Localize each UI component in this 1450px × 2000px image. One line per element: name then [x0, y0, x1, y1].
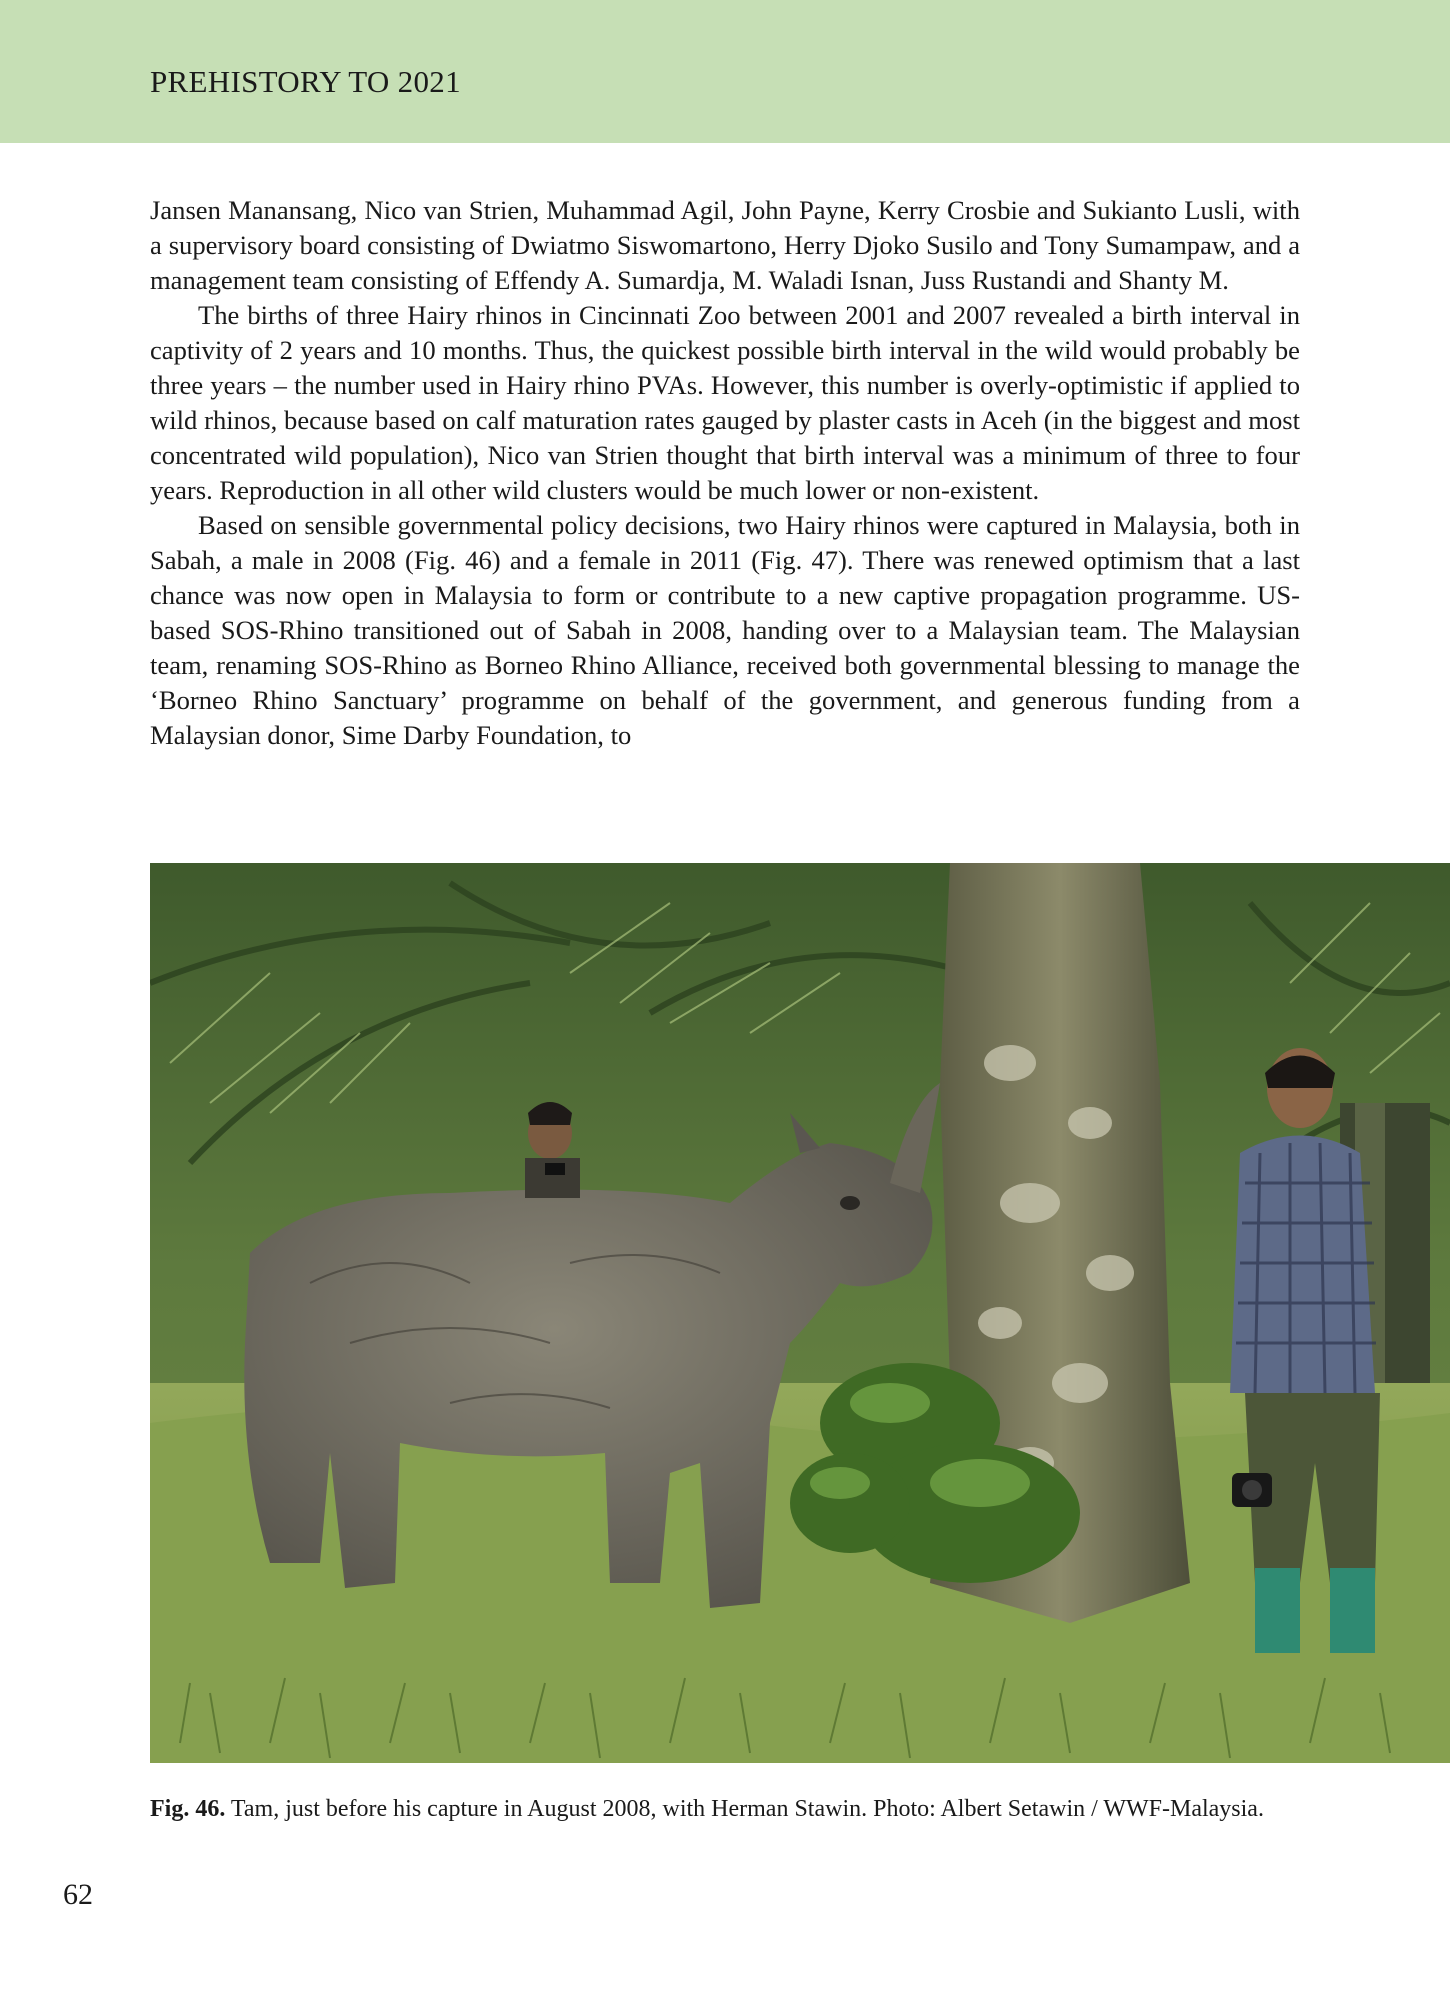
rhino-photo-illustration [150, 863, 1450, 1763]
rhino-photo [150, 863, 1450, 1763]
body-text [150, 193, 1300, 753]
paragraph-3: Based on sensible governmental policy decisions, two Hairy rhinos were captured in Malaysia, both in Sabah, a male in 2008 (Fig. 46) and a female in 2011 (Fig. 47). There was renewed optimism that a last chance was now open in Malaysia to form or contribute to a new captive propagation programme. US-based SOS-Rhino transitioned out of Sabah in 2008, handing over to a Malaysian team. The Malaysian team, renaming SOS-Rhino as Borneo Rhino Alliance, received both governmental blessing to manage the ‘Borneo Rhino Sanctuary’ programme on behalf of the government, and generous funding from a Malaysian donor, Sime Darby Foundation, to [150, 510, 1300, 750]
figure-caption-text: Tam, just before his capture in August 2008, with Herman Stawin. Photo: Albert Setawin / WWF-Malaysia. [230, 1796, 1264, 1822]
figure-label: Fig. 46. [150, 1796, 226, 1822]
running-title: PREHISTORY TO 2021 [150, 64, 461, 99]
page-number: 62 [63, 1878, 93, 1911]
paragraph-1: Jansen Manansang, Nico van Strien, Muhammad Agil, John Payne, Kerry Crosbie and Sukianto Lusli, with a supervisory board consisting of Dwiatmo Siswomartono, Herry Djoko Susilo and Tony Sumampaw, and a management team consisting of Effendy A. Sumardja, M. Waladi Isnan, Juss Rustandi and Shanty M. [150, 195, 1300, 295]
figure-caption [150, 1794, 1300, 1825]
paragraph-2: The births of three Hairy rhinos in Cincinnati Zoo between 2001 and 2007 revealed a birth interval in captivity of 2 years and 10 months. Thus, the quickest possible birth interval in the wild would probably be three years – the number used in Hairy rhino PVAs. However, this number is overly-optimistic if applied to wild rhinos, because based on calf maturation rates gauged by plaster casts in Aceh (in the biggest and most concentrated wild population), Nico van Strien thought that birth interval was a minimum of three to four years. Reproduction in all other wild clusters would be much lower or non-existent. [150, 300, 1300, 505]
